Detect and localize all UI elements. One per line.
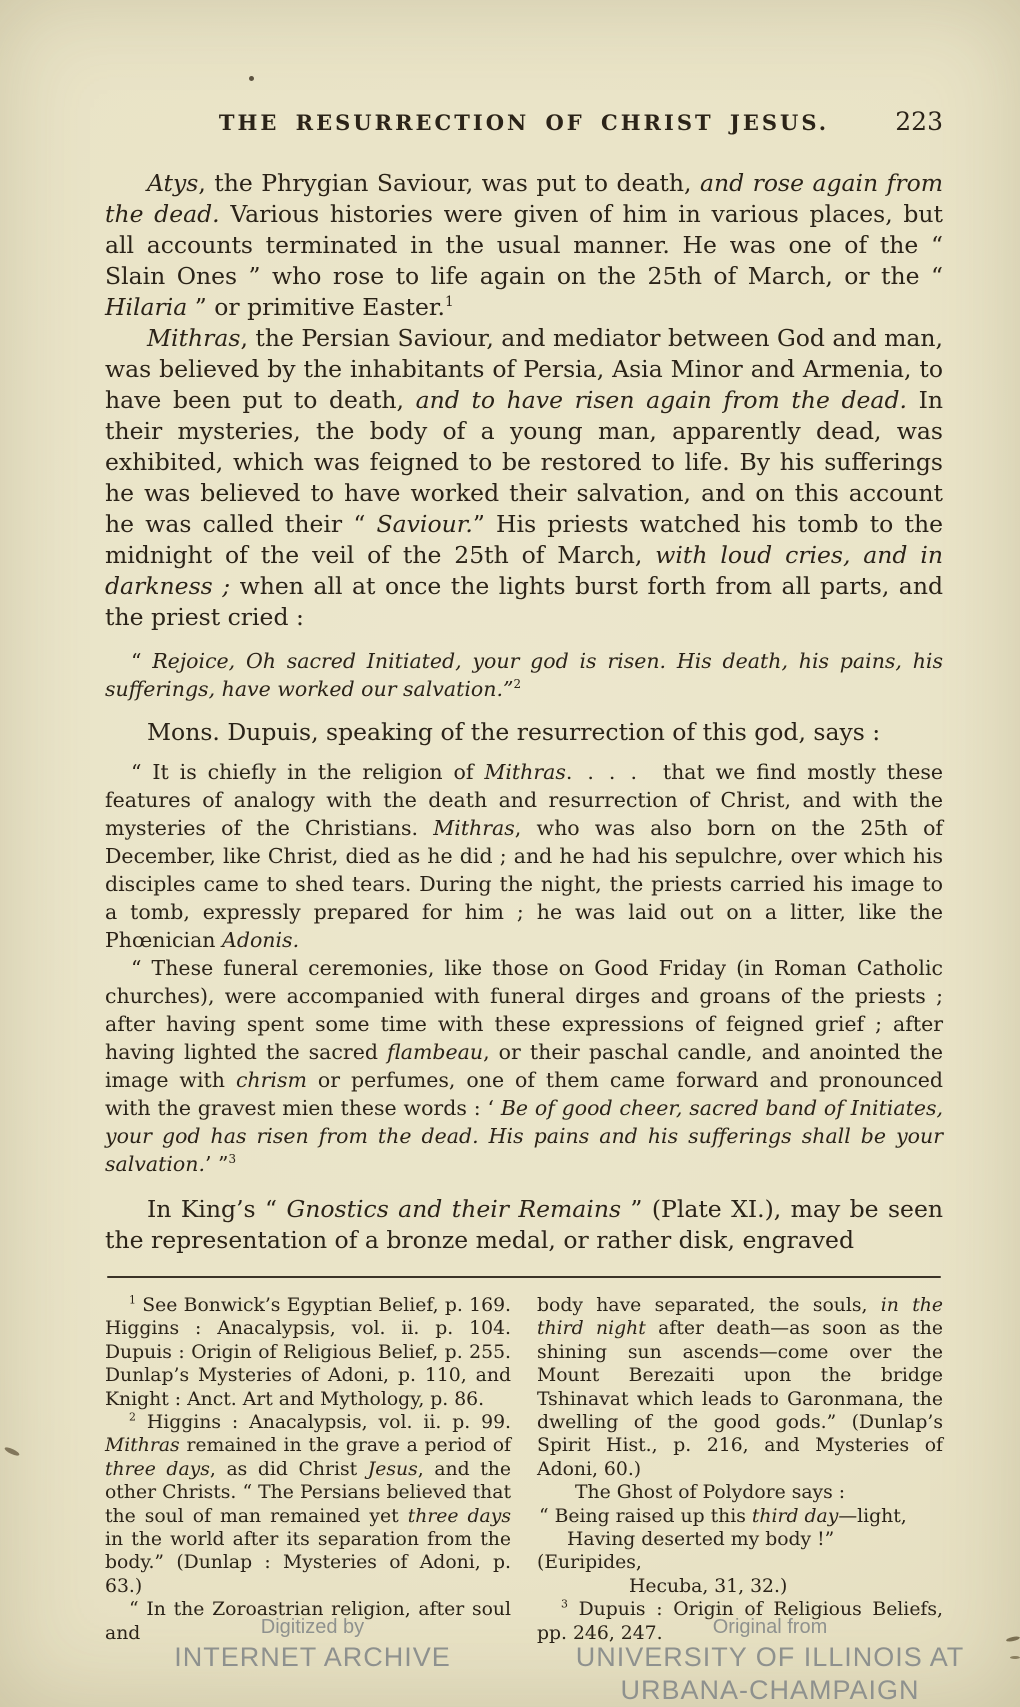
page-number: 223 [895, 107, 943, 136]
blockquote-dupuis-2: “ These funeral ceremonies, like those on Good Friday (in Roman Catholic churches), were accompanied with funeral dirges and groans of the priests ; after having spent some time with these expressions of feigned grief ; after having lighted the sacred flambeau, or their paschal candle, and anointed the image with chrism or perfumes, one of them came forward and pronounced with the gravest mien these words : ‘ Be of good cheer, sacred band of Initiates, your god has risen from the dead. His pains and his sufferings shall be your salvation.’ ”$^3$ [105, 956, 943, 1176]
footnote-2-overflow: body have separated, the souls, in the third night after death—as soon as the shining sun ascends—come over the Mount Berezaiti upon the bridge Tshinavat which leads to Garonmana, the dwelling of the good gods.” (Dunlap’s Spirit Hist., p. 216, and Mysteries of Adoni, 60.) [537, 1295, 943, 1480]
blockquote-rejoice: “ Rejoice, Oh sacred Initiated, your god is risen. His death, his pains, his sufferings, have worked our salvation.”$^2$ [105, 649, 943, 701]
footnote-polydore-intro: The Ghost of Polydore says : [575, 1482, 846, 1504]
body-text-block [105, 168, 943, 1256]
paragraph-mithras: Mithras, the Persian Saviour, and mediator between God and man, was believed by the inhabitants of Persia, Asia Minor and Armenia, to have been put to death, and to have risen again from the dead. In their mysteries, the body of a young man, apparently dead, was exhibited, which was feigned to be restored to life. By his sufferings he was believed to have worked their salvation, and on this account he was called their “ Saviour.” His priests watched his tomb to the midnight of the veil of the 25th of March, with loud cries, and in darkness ; when all at once the lights burst forth from all parts, and the priest cried : [105, 324, 944, 631]
paragraph-atys: Atys, the Phrygian Saviour, was put to death, and rose again from the dead. Various histories were given of him in various places, but all accounts terminated in the usual manner. He was one of the “ Slain Ones ” who rose to life again on the 25th of March, or the “ Hilaria ” or primitive Easter.$^1$ [105, 169, 944, 321]
watermark-university-line-1: UNIVERSITY OF ILLINOIS AT [575, 1642, 965, 1672]
watermark-digitized-by-label: Digitized by [260, 1616, 365, 1638]
page-header [105, 107, 943, 140]
paragraph-mons-dupuis: Mons. Dupuis, speaking of the resurrection of this god, says : [147, 718, 881, 746]
paper-speck [249, 76, 254, 81]
running-head-title: THE RESURRECTION OF CHRIST JESUS. [218, 110, 830, 135]
paper-smudge-right-edge-1 [1006, 1636, 1020, 1643]
watermark-internet-archive: INTERNET ARCHIVE [174, 1642, 451, 1672]
footnote-verse-line-2: Having deserted my body !” (Euripides, [537, 1529, 835, 1574]
footnote-1: $^1$ See Bonwick’s Egyptian Belief, p. 169. Higgins : Anacalypsis, vol. ii. p. 104. Dupuis : Origin of Religious Belief, p. 255. Dunlap’s Mysteries of Adoni, p. 110, and Knight : Anct. Art and Mythology, p. 86. [105, 1293, 511, 1410]
footnote-3: $^3$ Dupuis : Origin of Religious Beliefs, pp. 246, 247. [537, 1598, 943, 1644]
footnotes-block [105, 1294, 943, 1645]
paper-smudge-left-edge [4, 1446, 21, 1457]
footnote-2: $^2$ Higgins : Anacalypsis, vol. ii. p. 99. Mithras remained in the grave a period of three days, as did Christ Jesus, and the other Christs. “ The Persians believed that the soul of man remained yet three days in the world after its separation from the body.” (Dunlap : Mysteries of Adoni, p. 63.) [105, 1410, 511, 1597]
footnote-verse-line-3: Hecuba, 31, 32.) [629, 1575, 788, 1597]
watermark-original-from [560, 1614, 980, 1707]
paper-smudge-right-edge-2 [1010, 1656, 1020, 1659]
watermark-university-line-2: URBANA-CHAMPAIGN [620, 1675, 920, 1705]
footnote-2-continued: “ In the Zoroastrian religion, after soul and [105, 1599, 511, 1644]
footnote-column-left [105, 1294, 511, 1645]
footnote-verse-line-1: “ Being raised up this third day—light, [539, 1505, 907, 1527]
blockquote-dupuis-1: “ It is chiefly in the religion of Mithras. . . . that we find mostly these features of analogy with the death and resurrection of Christ, and with the mysteries of the Christians. Mithras, who was also born on the 25th of December, like Christ, died as he did ; and he had his sepulchre, over which his disciples came to shed tears. During the night, the priests carried his image to a tomb, expressly prepared for him ; he was laid out on a litter, like the Phœnician Adonis. [105, 760, 943, 952]
paragraph-kings-gnostics: In King’s “ Gnostics and their Remains ” (Plate XI.), may be seen the representation of a bronze medal, or rather disk, engraved [105, 1195, 943, 1254]
watermark-digitized-by [140, 1614, 485, 1674]
footnote-separator-rule [107, 1276, 941, 1278]
footnote-column-right [537, 1294, 943, 1645]
watermark-original-from-label: Original from [712, 1616, 828, 1638]
